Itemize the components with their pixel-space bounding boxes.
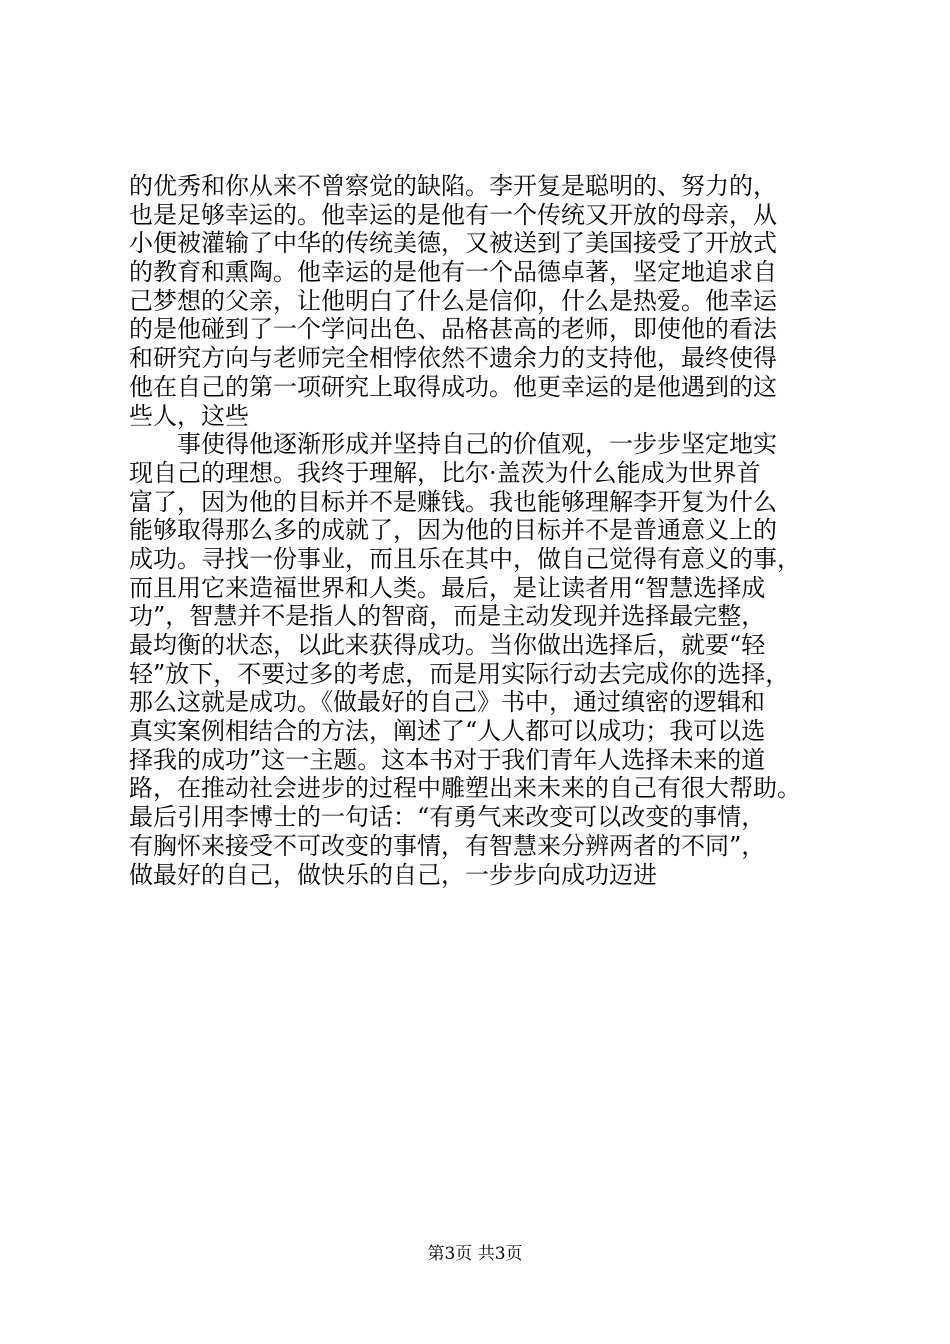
text-line: 他在自己的第一项研究上取得成功。他更幸运的是他遇到的这 [129,372,777,401]
text-line: 和研究方向与老师完全相悖依然不遗余力的支持他，最终使得 [129,344,777,373]
text-line: 功”，智慧并不是指人的智商，而是主动发现并选择最完整， [129,602,766,631]
page-number-footer: 第3页 共3页 [427,1244,523,1264]
text-line: 最均衡的状态，以此来获得成功。当你做出选择后，就要“轻 [129,631,766,659]
text-line: 成功。寻找一份事业，而且乐在其中，做自己觉得有意义的事， [129,544,801,573]
text-line: 那么这就是成功。《做最好的自己》书中，通过缜密的逻辑和 [129,688,765,717]
text-line: 而且用它来造福世界和人类。最后，是让读者用“智慧选择成 [129,573,766,602]
text-line: 的优秀和你从来不曾察觉的缺陷。李开复是聪明的、努力的， [129,172,777,200]
text-line: 现自己的理想。我终于理解，比尔·盖茨为什么能成为世界首 [129,458,761,487]
body-text [129,172,829,889]
paragraph-1 [129,172,829,430]
text-line: 些人，这些 [129,401,249,430]
text-line: 也是足够幸运的。他幸运的是他有一个传统又开放的母亲，从 [129,200,777,229]
text-line: 轻”放下，不要过多的考虑，而是用实际行动去完成你的选择， [129,659,790,688]
text-line: 最后引用李博士的一句话：“有勇气来改变可以改变的事情， [129,803,766,832]
text-line: 真实案例相结合的方法，阐述了“人人都可以成功；我可以选 [129,717,766,746]
text-line: 小便被灌输了中华的传统美德，又被送到了美国接受了开放式 [129,229,777,258]
text-line: 做最好的自己，做快乐的自己，一步步向成功迈进 [129,860,657,889]
text-line: 有胸怀来接受不可改变的事情，有智慧来分辨两者的不同”， [129,831,766,860]
text-line: 路，在推动社会进步的过程中雕塑出来未来的自己有很大帮助。 [129,774,801,803]
text-line: 的是他碰到了一个学问出色、品格甚高的老师，即使他的看法 [129,315,777,344]
text-line: 富了，因为他的目标并不是赚钱。我也能够理解李开复为什么 [129,487,777,516]
text-line: 己梦想的父亲，让他明白了什么是信仰，什么是热爱。他幸运 [129,286,777,315]
text-line: 能够取得那么多的成就了，因为他的目标并不是普通意义上的 [129,516,777,545]
text-line: 择我的成功”这一主题。这本书对于我们青年人选择未来的道 [129,745,766,774]
text-line: 的教育和熏陶。他幸运的是他有一个品德卓著，坚定地追求自 [129,258,777,287]
text-line: 事使得他逐渐形成并坚持自己的价值观，一步步坚定地实 [177,430,777,459]
paragraph-2 [129,430,829,889]
